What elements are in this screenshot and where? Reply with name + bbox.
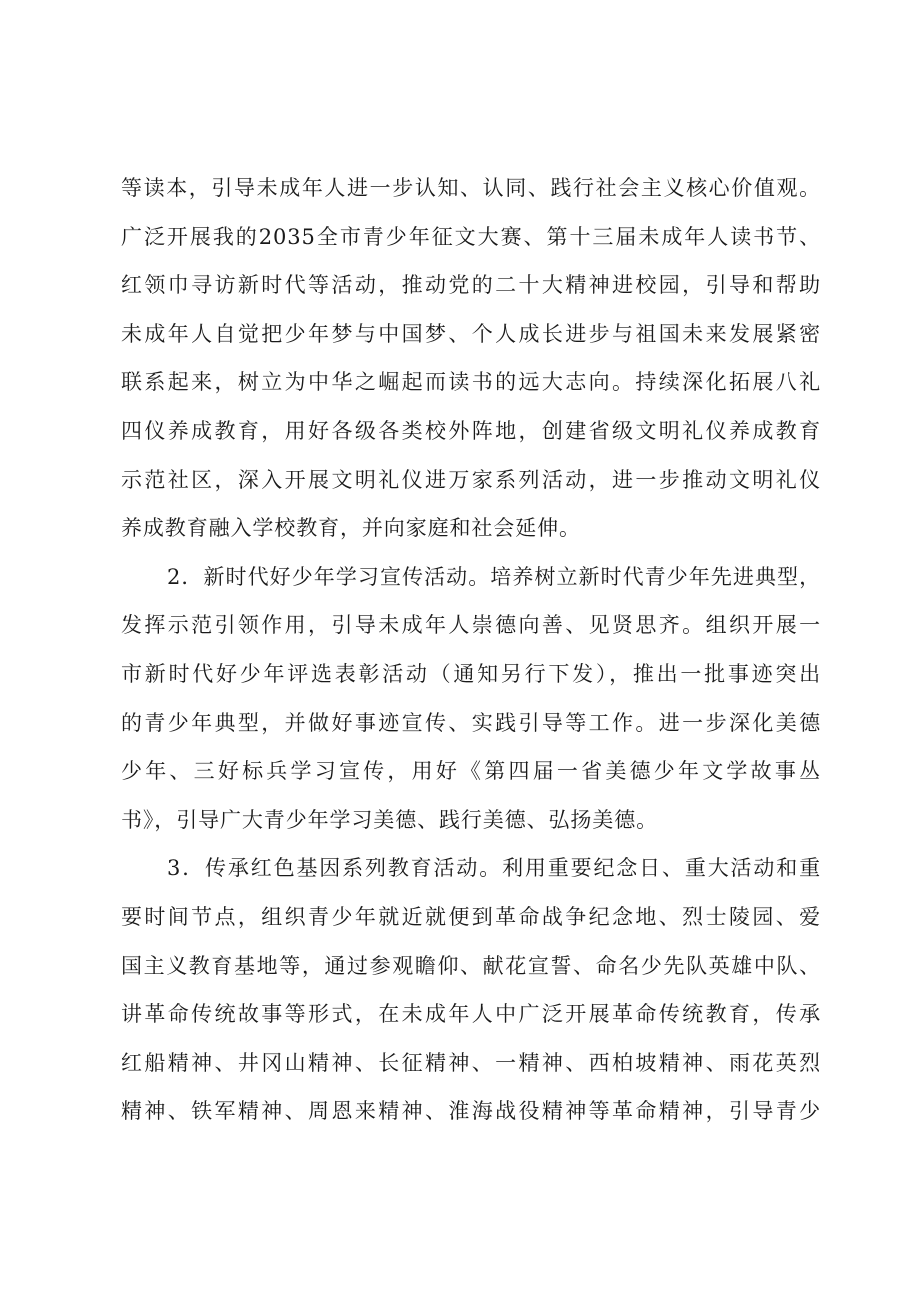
paragraph-2-line-3: 市新时代好少年评选表彰活动（通知另行下发），推出一批事迹突出 <box>121 661 821 686</box>
document-body <box>121 164 821 1136</box>
paragraph-1-line-3: 红领巾寻访新时代等活动，推动党的二十大精神进校园，引导和帮助 <box>121 273 821 298</box>
paragraph-2-line-4: 的青少年典型，并做好事迹宣传、实践引导等工作。进一步深化美德 <box>121 710 821 735</box>
paragraph-3-line-6: 精神、铁军精神、周恩来精神、淮海战役精神等革命精神，引导青少 <box>121 1099 821 1124</box>
paragraph-2-line-5: 少年、三好标兵学习宣传，用好《第四届一省美德少年文学故事丛 <box>121 759 821 784</box>
paragraph-1-line-5: 联系起来，树立为中华之崛起而读书的远大志向。持续深化拓展八礼 <box>121 370 821 395</box>
paragraph-1-line-2: 广泛开展我的2035全市青少年征文大赛、第十三届未成年人读书节、 <box>121 224 821 249</box>
paragraph-3-line-5: 红船精神、井冈山精神、长征精神、一精神、西柏坡精神、雨花英烈 <box>121 1050 821 1075</box>
paragraph-1-line-6: 四仪养成教育，用好各级各类校外阵地，创建省级文明礼仪养成教育 <box>121 418 821 443</box>
paragraph-2-line-6: 书》，引导广大青少年学习美德、践行美德、弘扬美德。 <box>121 807 658 832</box>
paragraph-1-line-1: 等读本，引导未成年人进一步认知、认同、践行社会主义核心价值观。 <box>121 176 821 200</box>
paragraph-3-line-2: 要时间节点，组织青少年就近就便到革命战争纪念地、烈士陵园、爱 <box>121 904 821 929</box>
paragraph-3-line-1: 3．传承红色基因系列教育活动。利用重要纪念日、重大活动和重 <box>167 856 821 881</box>
paragraph-2-line-2: 发挥示范引领作用，引导未成年人崇德向善、见贤思齐。组织开展一 <box>121 613 821 638</box>
paragraph-1-line-8: 养成教育融入学校教育，并向家庭和社会延伸。 <box>121 516 581 541</box>
paragraph-1-line-7: 示范社区，深入开展文明礼仪进万家系列活动，进一步推动文明礼仪 <box>121 467 821 492</box>
paragraph-3-line-4: 讲革命传统故事等形式，在未成年人中广泛开展革命传统教育，传承 <box>121 1002 821 1027</box>
paragraph-2-line-1: 2．新时代好少年学习宣传活动。培养树立新时代青少年先进典型， <box>167 564 821 589</box>
paragraph-3-line-3: 国主义教育基地等，通过参观瞻仰、献花宣誓、命名少先队英雄中队、 <box>121 953 821 978</box>
paragraph-1-line-4: 未成年人自觉把少年梦与中国梦、个人成长进步与祖国未来发展紧密 <box>121 321 821 346</box>
